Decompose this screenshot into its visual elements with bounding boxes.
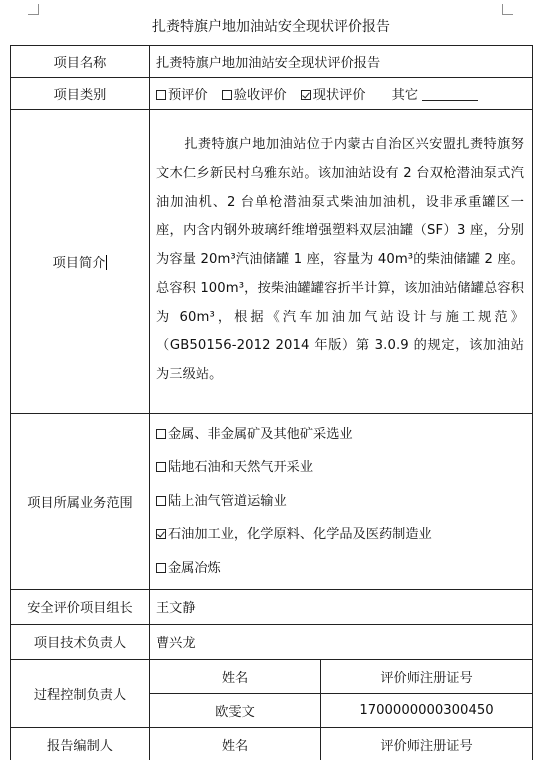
checkbox-icon[interactable] [156,462,166,472]
category-option-status[interactable]: 现状评价 [301,84,366,103]
project-category-label: 项目类别 [11,78,150,110]
team-leader-label: 安全评价项目组长 [11,589,150,624]
project-summary-text: 扎赉特旗户地加油站位于内蒙古自治区兴安盟扎赉特旗努文木仁乡新民村乌雅东站。该加油站设有 2 台双枪潜油泵式汽油加油机、2 台单枪潜油泵式柴油加油机，设非承重罐区一座，内含内钢外玻璃纤维增强塑料双层油罐（SF）3 座，分别为容量 20m³汽油储罐 1 座，容量为 40m³的柴油储罐 2 座。总容积 100m³，按柴油罐罐容折半计算，该加油站储罐总容积为 60m³，根据《汽车加油加气站设计与施工规范》（GB50156-2012 2014 年版）第 3.0.9 的规定，该加油站为三级站。 [150,110,533,414]
category-option-other[interactable]: 其它 [392,84,478,103]
tech-lead-label: 项目技术负责人 [11,624,150,659]
row-team-leader [11,589,533,624]
process-control-cert-header: 评价师注册证号 [321,659,533,693]
process-control-cert: 1700000000300450 [321,693,533,727]
report-author-cert-header: 评价师注册证号 [321,727,533,760]
business-scope-label: 项目所属业务范围 [11,414,150,590]
document-title: 扎赉特旗户地加油站安全现状评价报告 [152,19,390,35]
checkbox-icon[interactable] [156,429,166,439]
page-corner-mark-right [502,4,513,15]
row-project-category [11,78,533,110]
row-report-author [11,727,533,760]
row-project-summary [11,110,533,414]
process-control-label: 过程控制负责人 [11,659,150,727]
checked-checkbox-icon[interactable] [156,529,166,539]
row-project-name [11,46,533,78]
page-corner-mark-left [28,4,39,15]
project-name-value: 扎赉特旗户地加油站安全现状评价报告 [150,46,533,78]
scope-item-metal-smelting[interactable]: 金属冶炼 [156,552,526,585]
checkbox-icon[interactable] [222,90,232,100]
checkbox-icon[interactable] [156,90,166,100]
category-option-pre-evaluation[interactable]: 预评价 [156,84,208,103]
business-scope-list [150,414,533,590]
scope-item-oil-gas-extraction[interactable]: 陆地石油和天然气开采业 [156,451,526,484]
scope-item-pipeline-transport[interactable]: 陆上油气管道运输业 [156,485,526,518]
report-author-label: 报告编制人 [11,727,150,760]
team-leader-value: 王文静 [150,589,533,624]
project-category-options [150,78,533,110]
checkbox-icon[interactable] [156,496,166,506]
other-blank-line[interactable] [422,87,478,101]
project-summary-label: 项目简介 [11,110,150,414]
evaluation-info-table [10,45,533,760]
project-name-label: 项目名称 [11,46,150,78]
row-process-control-header [11,659,533,693]
report-author-name-header: 姓名 [150,727,321,760]
row-business-scope [11,414,533,590]
scope-item-mining[interactable]: 金属、非金属矿及其他矿采选业 [156,418,526,451]
checked-checkbox-icon[interactable] [301,90,311,100]
checkbox-icon[interactable] [156,563,166,573]
row-tech-lead [11,624,533,659]
tech-lead-value: 曹兴龙 [150,624,533,659]
category-option-acceptance[interactable]: 验收评价 [222,84,287,103]
process-control-name-header: 姓名 [150,659,321,693]
text-cursor [106,255,107,270]
scope-item-petroleum-chemical[interactable]: 石油加工业，化学原料、化学品及医药制造业 [156,518,526,551]
process-control-name: 欧雯文 [150,693,321,727]
